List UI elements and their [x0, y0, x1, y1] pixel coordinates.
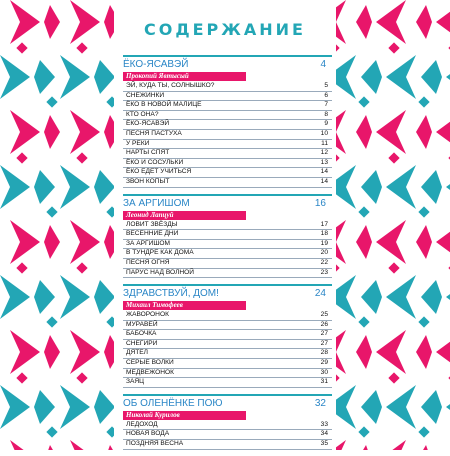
ornament-pattern-left	[0, 0, 114, 450]
toc-entry[interactable]	[123, 168, 332, 178]
toc-entry[interactable]	[123, 378, 332, 388]
entry-page-number: 8	[324, 110, 328, 118]
entry-page-number: 5	[324, 82, 328, 89]
entry-title: СНЕЖИНКИ	[126, 91, 165, 99]
entry-page-number: 27	[320, 330, 328, 338]
toc-entry[interactable]	[123, 92, 332, 102]
toc-entry[interactable]	[123, 159, 332, 169]
toc-entry[interactable]	[123, 340, 332, 350]
entry-page-number: 33	[320, 420, 328, 428]
entry-title: НОВАЯ ВОДА	[126, 430, 170, 438]
entry-page-number: 14	[320, 168, 328, 176]
section-heading[interactable]	[123, 284, 332, 300]
toc-entry[interactable]	[123, 140, 332, 150]
entry-page-number: 10	[320, 129, 328, 137]
entry-page-number: 22	[320, 258, 328, 266]
entry-title: ЁКО-ЯСАВЭЙ	[126, 120, 170, 128]
entry-page-number: 27	[320, 339, 328, 347]
entry-title: СЕРЫЕ ВОЛКИ	[126, 359, 174, 367]
toc-entry[interactable]	[123, 259, 332, 269]
entry-page-number: 25	[320, 311, 328, 319]
entry-page-number: 17	[320, 220, 328, 228]
entry-title: ПЕСНЯ ПАСТУХА	[126, 129, 182, 137]
entry-title: БАБОЧКА	[126, 330, 157, 338]
section-title: ЗДРАВСТВУЙ, ДОМ!	[123, 288, 219, 300]
entry-title: ЁКО В НОВОЙ МАЛИЦЕ	[126, 101, 202, 109]
toc-entry[interactable]	[123, 82, 332, 92]
section-page-number: 24	[314, 288, 326, 300]
entry-page-number: 30	[320, 368, 328, 376]
author-name: Михаил Тимофеев	[123, 301, 246, 310]
entry-title: КТО ОНА?	[126, 110, 159, 118]
section-page-number: 16	[314, 197, 326, 209]
entry-page-number: 20	[320, 249, 328, 257]
toc-entry[interactable]	[123, 130, 332, 140]
toc-section	[123, 284, 332, 388]
entry-page-number: 35	[320, 440, 328, 448]
author-name: Николай Курилов	[123, 411, 246, 420]
table-of-contents	[123, 55, 332, 456]
entry-title: ЭЙ, КУДА ТЫ, СОЛНЫШКО?	[126, 82, 215, 89]
toc-entry[interactable]	[123, 269, 332, 279]
entry-page-number: 9	[324, 120, 328, 128]
left-ornament-border	[0, 0, 114, 450]
entry-page-number: 12	[320, 149, 328, 157]
entry-title: ЗАЯЦ	[126, 378, 145, 386]
toc-entry[interactable]	[123, 240, 332, 250]
toc-entry[interactable]	[123, 221, 332, 231]
section-heading[interactable]	[123, 394, 332, 410]
entry-title: НАРТЫ СПЯТ	[126, 149, 170, 157]
entry-title: СНЕГИРИ	[126, 339, 158, 347]
section-title: ОБ ОЛЕНЁНКЕ ПОЮ	[123, 397, 223, 409]
toc-entry[interactable]	[123, 359, 332, 369]
entry-page-number: 13	[320, 158, 328, 166]
author-name: Прокопий Явтысый	[123, 72, 246, 81]
entry-page-number: 11	[321, 139, 328, 147]
entry-title: ЖАВОРОНОК	[126, 311, 169, 319]
entry-page-number: 14	[320, 177, 328, 185]
entry-page-number: 26	[320, 320, 328, 328]
entry-title: МЕДВЕЖОНОК	[126, 368, 174, 376]
section-heading[interactable]	[123, 55, 332, 71]
entry-title: МУРАВЕЙ	[126, 320, 158, 328]
section-page-number: 32	[314, 397, 326, 409]
entry-title: ЁКО И СОСУЛЬКИ	[126, 158, 184, 166]
entry-title: ЛОВИТ ЗВЁЗДЫ	[126, 220, 178, 228]
toc-entry[interactable]	[123, 430, 332, 440]
toc-entry[interactable]	[123, 440, 332, 450]
entry-title: ДЯТЕЛ	[126, 349, 148, 357]
toc-section	[123, 55, 332, 188]
entry-title: ЁКО ЕДЕТ УЧИТЬСЯ	[126, 168, 192, 176]
toc-entry[interactable]	[123, 149, 332, 159]
entry-page-number: 29	[320, 359, 328, 367]
toc-entry[interactable]	[123, 330, 332, 340]
toc-entry[interactable]	[123, 369, 332, 379]
entry-title: ПЕСНЯ ОГНЯ	[126, 258, 170, 266]
entry-title: В ТУНДРЕ КАК ДОМА	[126, 249, 194, 257]
section-title: ЗА АРГИШОМ	[123, 197, 190, 209]
entry-title: ЗА АРГИШОМ	[126, 239, 170, 247]
ornament-pattern-right	[336, 0, 450, 450]
toc-entry[interactable]	[123, 178, 332, 188]
entry-page-number: 28	[320, 349, 328, 357]
entry-page-number: 31	[320, 378, 328, 386]
toc-entry[interactable]	[123, 249, 332, 259]
toc-entry[interactable]	[123, 349, 332, 359]
toc-entry[interactable]	[123, 311, 332, 321]
section-title: ЁКО-ЯСАВЭЙ	[123, 59, 189, 70]
entry-title: ЛЕДОХОД	[126, 420, 158, 428]
entry-page-number: 19	[320, 239, 328, 247]
toc-entry[interactable]	[123, 321, 332, 331]
entry-page-number: 23	[320, 268, 328, 276]
toc-entry[interactable]	[123, 230, 332, 240]
entry-title: ВЕСЕННИЕ ДНИ	[126, 230, 179, 238]
entry-page-number: 7	[324, 101, 328, 109]
entry-title: ЗВОН КОПЫТ	[126, 177, 170, 185]
entry-title: ПОЗДНЯЯ ВЕСНА	[126, 440, 184, 448]
entry-title: У РЕКИ	[126, 139, 150, 147]
right-ornament-border	[336, 0, 450, 450]
entry-page-number: 6	[324, 91, 328, 99]
toc-section	[123, 394, 332, 450]
toc-entry[interactable]	[123, 120, 332, 130]
toc-entry[interactable]	[123, 421, 332, 431]
toc-entry[interactable]	[123, 111, 332, 121]
entry-page-number: 18	[320, 230, 328, 238]
entry-page-number: 34	[320, 430, 328, 438]
entry-title: ПАРУС НАД ВОЛНОЙ	[126, 268, 195, 276]
section-page-number: 4	[320, 59, 326, 70]
page-title: СОДЕРЖАНИЕ	[144, 20, 306, 39]
author-name: Леонид Лапцуй	[123, 211, 246, 220]
toc-entry[interactable]	[123, 101, 332, 111]
section-heading[interactable]	[123, 194, 332, 210]
toc-section	[123, 194, 332, 279]
